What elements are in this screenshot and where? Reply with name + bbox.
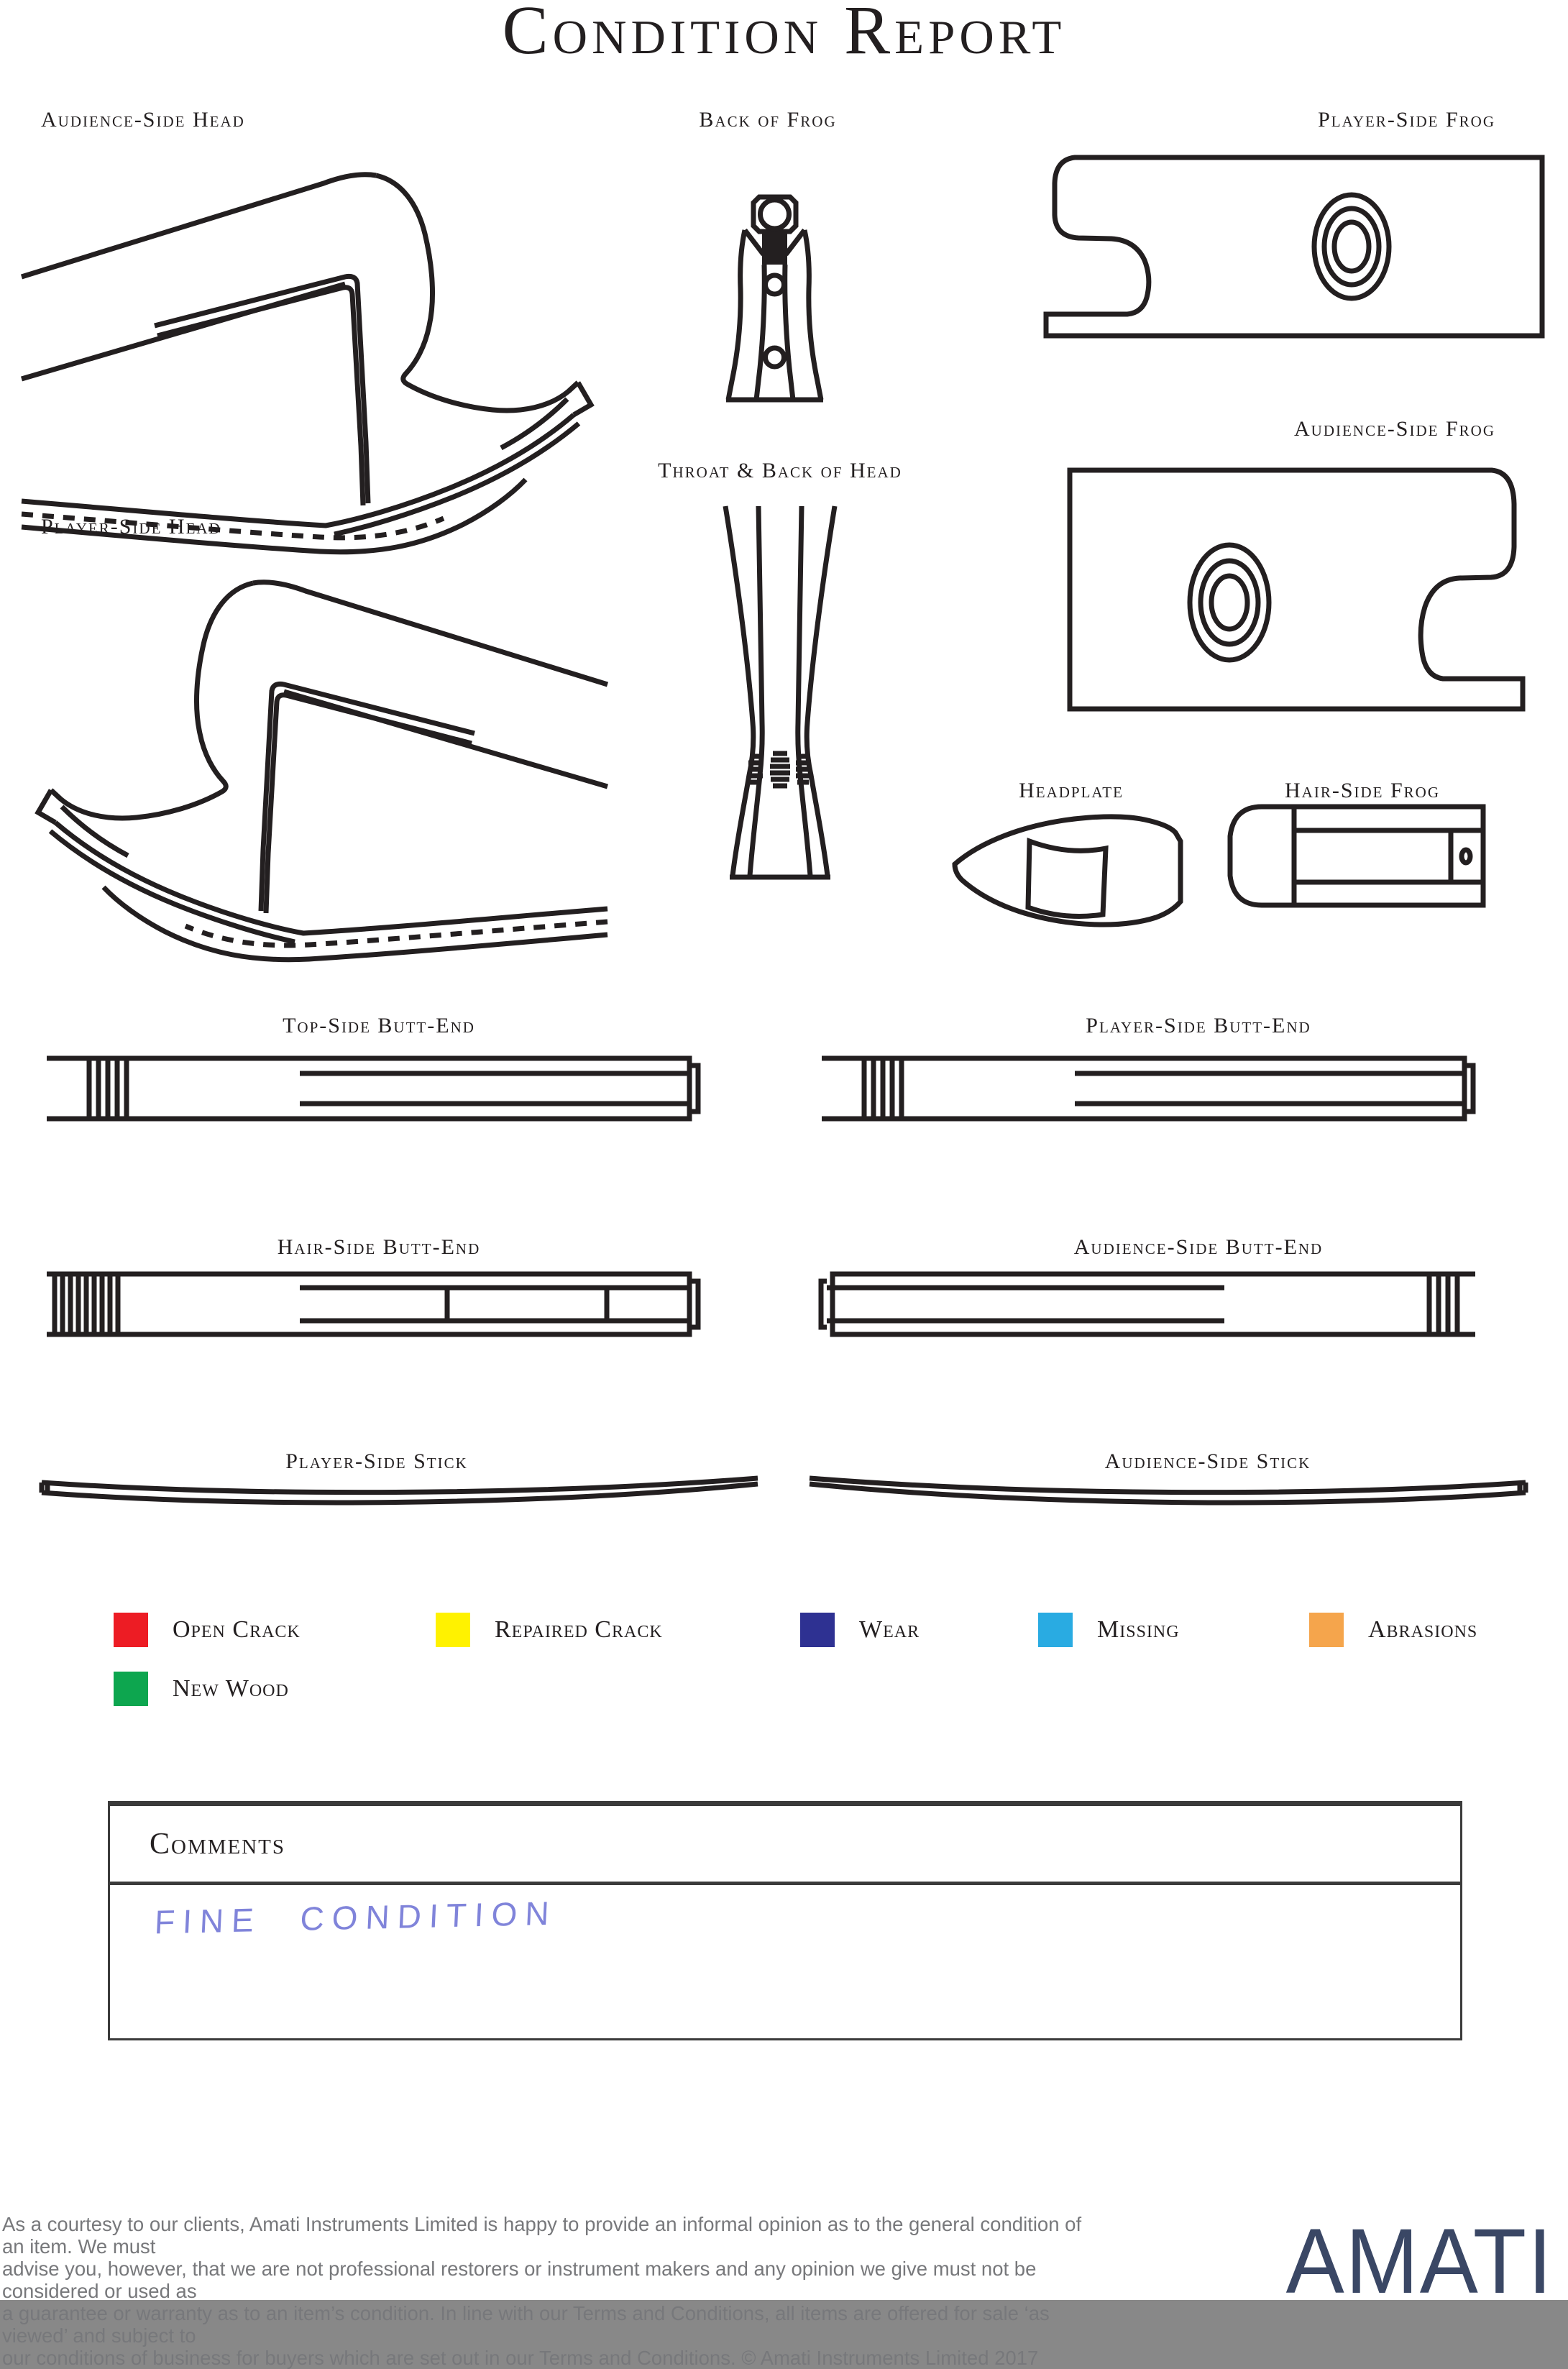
page-title: Condition Report	[502, 0, 1066, 68]
label-player-side-head: Player-Side Head	[41, 515, 221, 539]
legend-item-missing	[1038, 1613, 1180, 1647]
label-headplate: Headplate	[1019, 779, 1124, 802]
label-audience-side-frog: Audience-Side Frog	[1293, 417, 1495, 441]
disclaimer-line: advise you, however, that we are not professional restorers or instrument makers and any opinion we give must not be considered or used as	[2, 2258, 1037, 2302]
disclaimer-text	[2, 2213, 1095, 2369]
audience-side-stick-diagram	[807, 1475, 1547, 1510]
new-wood-swatch	[114, 1672, 148, 1706]
label-audience-side-stick: Audience-Side Stick	[1104, 1449, 1311, 1473]
player-side-frog-diagram	[1037, 155, 1551, 342]
audience-side-frog-diagram	[1035, 466, 1531, 714]
mortise-hatch-marks	[748, 753, 810, 786]
throat-back-of-head-diagram	[715, 503, 845, 881]
label-player-side-butt-end: Player-Side Butt-End	[1086, 1014, 1311, 1037]
disclaimer-line: a guarantee or warranty as to an item’s condition. In line with our Terms and Conditions, all items are offered for sale ‘as viewed’ and subject to	[2, 2302, 1050, 2347]
audience-side-head-diagram	[18, 140, 611, 532]
label-audience-side-butt-end: Audience-Side Butt-End	[1073, 1235, 1324, 1259]
player-side-butt-end-diagram	[820, 1055, 1477, 1122]
legend-label: Wear	[859, 1616, 920, 1643]
comments-title: Comments	[150, 1827, 286, 1861]
legend-item-repaired-crack	[436, 1613, 663, 1647]
legend-label: Repaired Crack	[495, 1616, 663, 1643]
disclaimer-line: our conditions of business for buyers which are set out in our Terms and Conditions. © Amati Instruments Limited 2017	[2, 2347, 1039, 2369]
wear-swatch	[800, 1613, 835, 1647]
label-player-side-stick: Player-Side Stick	[285, 1449, 468, 1473]
hair-side-frog-diagram	[1222, 804, 1488, 908]
player-side-stick-diagram	[20, 1475, 761, 1510]
label-throat-back-of-head: Throat & Back of Head	[658, 459, 902, 482]
hair-side-butt-end-diagram	[45, 1271, 702, 1337]
label-back-of-frog: Back of Frog	[699, 108, 837, 132]
legend-label: Abrasions	[1368, 1616, 1478, 1643]
repaired-crack-swatch	[436, 1613, 470, 1647]
legend-label: New Wood	[173, 1675, 289, 1702]
player-side-head-diagram	[18, 548, 611, 940]
comments-box	[108, 1801, 1462, 2040]
back-of-frog-diagram	[719, 188, 830, 408]
legend-label: Open Crack	[173, 1616, 301, 1643]
legend-item-abrasions	[1309, 1613, 1477, 1647]
disclaimer-line: As a courtesy to our clients, Amati Instruments Limited is happy to provide an informal opinion as to the general condition of an item. We must	[2, 2213, 1082, 2258]
legend-item-new-wood	[114, 1672, 289, 1706]
comments-header	[110, 1806, 1460, 1885]
open-crack-swatch	[114, 1613, 148, 1647]
headplate-diagram	[949, 812, 1186, 931]
audience-side-butt-end-diagram	[820, 1271, 1477, 1337]
label-audience-side-head: Audience-Side Head	[41, 108, 245, 132]
missing-swatch	[1038, 1613, 1073, 1647]
label-player-side-frog: Player-Side Frog	[1318, 108, 1495, 132]
legend-item-wear	[800, 1613, 920, 1647]
legend-item-open-crack	[114, 1613, 301, 1647]
label-top-side-butt-end: Top-Side Butt-End	[283, 1014, 475, 1037]
top-side-butt-end-diagram	[45, 1055, 702, 1122]
legend-label: Missing	[1097, 1616, 1180, 1643]
label-hair-side-butt-end: Hair-Side Butt-End	[277, 1235, 481, 1259]
label-hair-side-frog: Hair-Side Frog	[1284, 779, 1441, 802]
comments-handwriting: FINE CONDITION	[153, 1894, 558, 1941]
abrasions-swatch	[1309, 1613, 1344, 1647]
amati-logo: AMATI	[1285, 2210, 1554, 2313]
